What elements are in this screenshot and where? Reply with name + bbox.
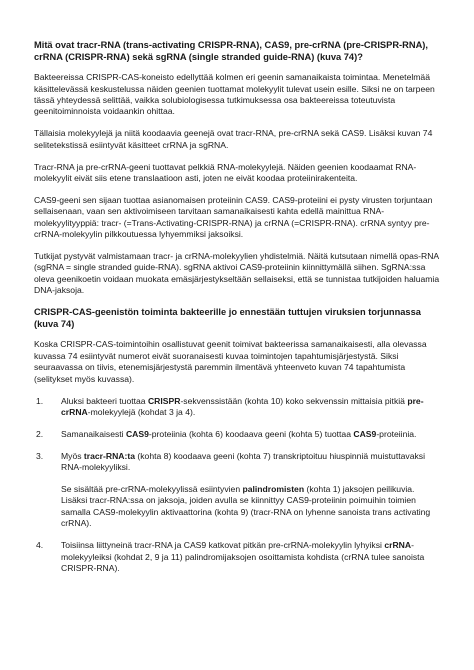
- paragraph: Tutkijat pystyvät valmistamaan tracr- ja crRNA-molekyylien yhdistelmiä. Näitä kutsutaan nimellä opas-RNA (sgRNA = single stranded guide-RNA). sgRNA aktivoi CAS9-proteiinin kiinnittymällä siihen. SgRNA:ssa oleva geenikoetin voidaan muokata emäsjärjestykseltään sellaiseksi, että se tunnistaa tutkijoiden haluamia DNA-jaksoja.: [34, 251, 440, 296]
- paragraph: CAS9-geeni sen sijaan tuottaa asianomaisen proteiinin CAS9. CAS9-proteiini ei pysty virusten torjuntaan sellaisenaan, vaan sen aktivoimiseen tarvitaan samanaikaisesti kahta edellä mainittua RNA-molekyylityyppiä: tracr- (=Trans-Activating-CRISPR-RNA) ja crRNA (=CRISPR-RNA). crRNA syntyy pre-crRNA-molekyylin pilkkoutuessa lyhyemmiksi jaksoiksi.: [34, 194, 433, 240]
- step-number: 3.: [36, 450, 44, 461]
- step-number: 2.: [36, 428, 44, 439]
- step-3-detail: Se sisältää pre-crRNA-molekyylissä esiintyvien palindromisten (kohta 1) jaksojen peilikuvia. Lisäksi tracr-RNA:ssa on jaksoja, joiden avulla se kiinnittyy CAS9-proteiinin poimuihin toimien samalla CAS9-molekyylin aktivaattorina (kohta 9) (tracr-RNA on lyhenne sanoista trans activating crRNA).: [61, 484, 431, 529]
- section-heading-virus-defense: CRISPR-CAS-geenistön toiminta bakteerille jo ennestään tuttujen viruksien torjunnassa (kuva 74): [34, 307, 421, 329]
- paragraph: Bakteereissa CRISPR-CAS-koneisto edellyttää kolmen eri geenin samanaikaista toimintaa. Menetelmää käsittelevässä keskustelussa näiden geenien tuottamat molekyylit tulevat usein esille. Siksi ne on tarpeen tässä yhteydessä selittää, vaikka solubiologisessa tutkimuksessa osa bakteereissa toteutuvista geenitoiminnoista voidaankin ohittaa.: [34, 72, 435, 117]
- section-heading-definitions: Mitä ovat tracr-RNA (trans-activating CRISPR-RNA), CAS9, pre-crRNA (pre-CRISPR-RNA), crRNA (CRISPR-RNA) sekä sgRNA (single stranded guide-RNA) (kuva 74)?: [34, 40, 428, 62]
- numbered-step-list: [34, 396, 440, 575]
- step-number: 4.: [36, 540, 44, 551]
- list-item-step-1: 1. Aluksi bakteeri tuottaa CRISPR-sekvenssistään (kohta 10) koko sekvenssin mittaisia pitkiä pre-crRNA-molekyylejä (kohdat 3 ja 4).: [36, 395, 424, 417]
- paragraph-intro: Koska CRISPR-CAS-toimintoihin osallistuvat geenit toimivat bakteerissa samanaikaisesti, alla olevassa kuvassa 74 esiintyvät numerot eivät suoranaisesti kuvaa toimintojen tapahtumisjärjestystä. Siksi seuraavassa on tiivis, etenemisjärjestystä paremmin ilmentävä yhteenveto kuvan 74 tapahtumista (selitykset myös kuvassa).: [34, 339, 427, 384]
- document-page: [34, 40, 440, 585]
- list-item-step-3: 3. Myös tracr-RNA:ta (kohta 8) koodaava geeni (kohta 7) transkriptoituu hiuspinniä muistuttavaksi RNA-molekyyliksi. Se sisältää pre-crRNA-molekyylissä esiintyvien palindromisten (kohta 1) jaksojen peilikuvia. Lisäksi tracr-RNA:ssa on jaksoja, joiden avulla se kiinnittyy CAS9-proteiinin poimuihin toimien samalla CAS9-molekyylin aktivaattorina (kohta 9) (tracr-RNA on lyhenne sanoista trans activating crRNA).: [34, 451, 440, 530]
- step-number: 1.: [36, 395, 44, 406]
- paragraph: Tracr-RNA ja pre-crRNA-geeni tuottavat pelkkiä RNA-molekyylejä. Näiden geenien koodaamat RNA-molekyylit eivät siis etene translaatioon asti, joten ne eivät koodaa proteiinirakenteita.: [34, 161, 417, 184]
- list-item-step-2: 2. Samanaikaisesti CAS9-proteiinia (kohta 6) koodaava geeni (kohta 5) tuottaa CAS9-proteiinia.: [36, 428, 417, 439]
- list-item-step-4: 4. Toisiinsa liittyneinä tracr-RNA ja CAS9 katkovat pitkän pre-crRNA-molekyylin lyhyiksi crRNA-molekyyleiksi (kohdat 2, 9 ja 11) palindromijaksojen osoittamista kohdista (crRNA tulee sanoista CRISPR-RNA).: [36, 540, 425, 573]
- paragraph: Tällaisia molekyylejä ja niitä koodaavia geenejä ovat tracr-RNA, pre-crRNA sekä CAS9. Lisäksi kuvan 74 selitetekstissä esiintyvät käsitteet crRNA ja sgRNA.: [34, 128, 433, 150]
